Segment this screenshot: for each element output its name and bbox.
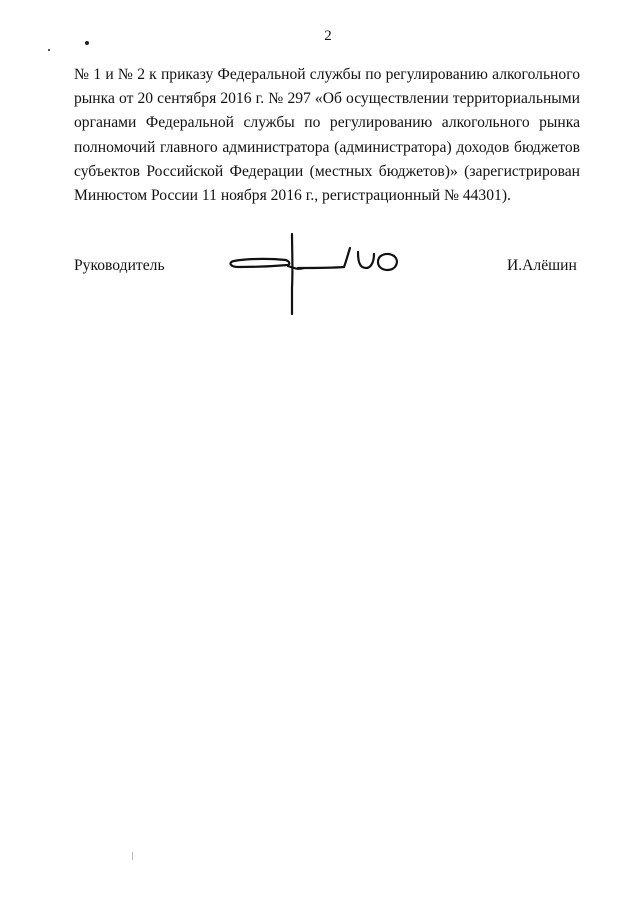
body-line: органами Федеральной службы по регулированию алкогольного рынка (74, 114, 580, 132)
body-line: рынка от 20 сентября 2016 г. № 297 «Об осуществлении территориальными (74, 90, 580, 108)
body-line: № 1 и № 2 к приказу Федеральной службы по регулированию алкогольного (74, 66, 580, 83)
signer-position: Руководитель (74, 257, 165, 274)
scan-speck (85, 41, 89, 45)
signer-name: И.Алёшин (507, 257, 577, 274)
scan-mark (132, 852, 133, 860)
body-line: Минюстом России 11 ноября 2016 г., регистрационный № 44301). (74, 187, 511, 205)
document-body (74, 63, 580, 208)
handwritten-signature (226, 228, 406, 318)
body-line: полномочий главного администратора (администратора) доходов бюджетов (74, 138, 580, 156)
scan-speck (48, 49, 50, 51)
page-number: 2 (324, 28, 332, 44)
body-line: субъектов Российской Федерации (местных бюджетов)» (зарегистрирован (74, 162, 580, 180)
